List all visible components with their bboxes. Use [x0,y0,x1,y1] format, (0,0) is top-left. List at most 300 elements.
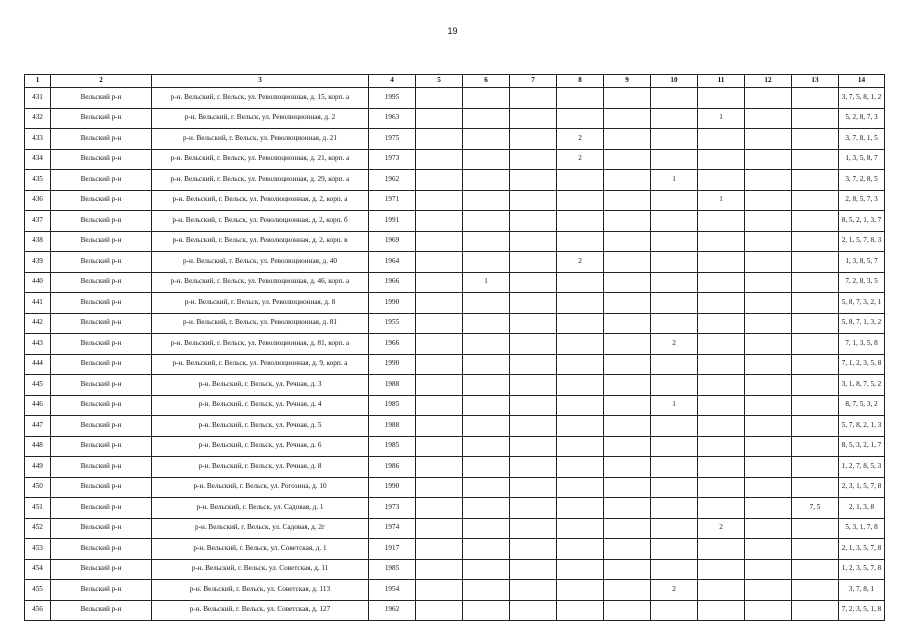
cell-address: р-н. Вельский, г. Вельск, ул. Рогозина, д. 10 [152,477,369,498]
cell-c11 [698,477,745,498]
cell-c8 [557,313,604,334]
cell-c12 [745,252,792,273]
table-row [25,477,885,498]
cell-c12 [745,580,792,601]
cell-c13 [792,518,839,539]
cell-n: 443 [25,334,51,355]
cell-c14: 7, 1, 2, 3, 5, 8 [839,354,885,375]
cell-c8 [557,334,604,355]
cell-c12 [745,600,792,621]
cell-c6 [463,518,510,539]
cell-c6 [463,354,510,375]
cell-c8 [557,108,604,129]
cell-district: Вельский р-н [51,395,152,416]
cell-c6 [463,88,510,109]
cell-c9 [604,313,651,334]
cell-c6 [463,395,510,416]
cell-n: 447 [25,416,51,437]
cell-district: Вельский р-н [51,149,152,170]
cell-c8 [557,498,604,519]
cell-c12 [745,395,792,416]
cell-c6 [463,334,510,355]
cell-c10 [651,477,698,498]
cell-c10: 2 [651,334,698,355]
cell-district: Вельский р-н [51,518,152,539]
cell-c8 [557,170,604,191]
cell-c13 [792,313,839,334]
cell-address: р-н. Вельский, г. Вельск, ул. Революционная, д. 8 [152,293,369,314]
table-row [25,272,885,293]
cell-c11 [698,457,745,478]
cell-address: р-н. Вельский, г. Вельск, ул. Революционная, д. 81 [152,313,369,334]
cell-year: 1990 [369,477,416,498]
cell-c7 [510,477,557,498]
cell-n: 451 [25,498,51,519]
table-row [25,108,885,129]
cell-district: Вельский р-н [51,170,152,191]
cell-c6 [463,416,510,437]
column-header: 2 [51,75,152,88]
cell-c7 [510,416,557,437]
cell-c12 [745,436,792,457]
cell-c5 [416,129,463,150]
cell-c7 [510,88,557,109]
cell-year: 1963 [369,108,416,129]
cell-year: 1962 [369,170,416,191]
cell-c5 [416,580,463,601]
cell-c11 [698,416,745,437]
cell-c8 [557,477,604,498]
cell-district: Вельский р-н [51,211,152,232]
cell-c8 [557,580,604,601]
cell-c7 [510,375,557,396]
cell-c6 [463,313,510,334]
cell-c13 [792,293,839,314]
cell-c6: 1 [463,272,510,293]
cell-year: 1969 [369,231,416,252]
cell-n: 452 [25,518,51,539]
table-row [25,88,885,109]
cell-c12 [745,272,792,293]
cell-n: 455 [25,580,51,601]
column-header: 8 [557,75,604,88]
cell-c7 [510,354,557,375]
table-row [25,129,885,150]
cell-c13 [792,170,839,191]
cell-c13 [792,272,839,293]
cell-c10 [651,600,698,621]
cell-year: 1973 [369,149,416,170]
cell-district: Вельский р-н [51,539,152,560]
cell-c8: 2 [557,129,604,150]
table-row [25,559,885,580]
cell-n: 442 [25,313,51,334]
cell-c10 [651,354,698,375]
cell-n: 433 [25,129,51,150]
cell-c11 [698,375,745,396]
cell-c6 [463,457,510,478]
cell-c10 [651,252,698,273]
cell-c12 [745,293,792,314]
cell-year: 1986 [369,457,416,478]
cell-c7 [510,539,557,560]
cell-c12 [745,190,792,211]
cell-c8 [557,395,604,416]
cell-c14: 8, 5, 2, 1, 3, 7 [839,211,885,232]
cell-c12 [745,313,792,334]
cell-c14: 3, 7, 8, 1 [839,580,885,601]
cell-c6 [463,293,510,314]
cell-c7 [510,108,557,129]
cell-c10 [651,457,698,478]
cell-c7 [510,518,557,539]
cell-c5 [416,88,463,109]
cell-c6 [463,252,510,273]
table-row [25,518,885,539]
column-header: 5 [416,75,463,88]
table-row [25,149,885,170]
cell-address: р-н. Вельский, г. Вельск, ул. Речная, д. 4 [152,395,369,416]
cell-c13 [792,539,839,560]
cell-c12 [745,88,792,109]
cell-c9 [604,416,651,437]
cell-c14: 3, 7, 8, 1, 5 [839,129,885,150]
cell-c14: 1, 2, 7, 8, 5, 3 [839,457,885,478]
cell-c10 [651,293,698,314]
cell-c10 [651,375,698,396]
cell-c11 [698,395,745,416]
cell-c6 [463,170,510,191]
cell-district: Вельский р-н [51,354,152,375]
cell-address: р-н. Вельский, г. Вельск, ул. Революционная, д. 9, корп. а [152,354,369,375]
column-header: 1 [25,75,51,88]
cell-c14: 2, 1, 3, 5, 7, 8 [839,539,885,560]
cell-address: р-н. Вельский, г. Вельск, ул. Речная, д. 8 [152,457,369,478]
cell-c11 [698,539,745,560]
cell-n: 445 [25,375,51,396]
table-row [25,354,885,375]
cell-c8 [557,559,604,580]
cell-c7 [510,293,557,314]
cell-c9 [604,457,651,478]
table-row [25,457,885,478]
table-row [25,395,885,416]
cell-c7 [510,334,557,355]
cell-c7 [510,170,557,191]
cell-n: 439 [25,252,51,273]
cell-c12 [745,170,792,191]
cell-c14: 1, 2, 3, 5, 7, 8 [839,559,885,580]
cell-c12 [745,211,792,232]
cell-c11 [698,129,745,150]
cell-c10 [651,272,698,293]
cell-year: 1966 [369,272,416,293]
table-row [25,252,885,273]
table-row [25,600,885,621]
cell-c9 [604,477,651,498]
cell-c8 [557,293,604,314]
cell-c12 [745,457,792,478]
cell-c11: 1 [698,190,745,211]
header-row [25,75,885,88]
cell-c8 [557,457,604,478]
cell-c13 [792,395,839,416]
cell-c6 [463,600,510,621]
cell-c5 [416,375,463,396]
cell-c8: 2 [557,252,604,273]
cell-c11 [698,600,745,621]
cell-c5 [416,354,463,375]
cell-c5 [416,395,463,416]
column-header: 10 [651,75,698,88]
cell-c11 [698,231,745,252]
cell-c9 [604,231,651,252]
cell-c5 [416,518,463,539]
cell-c11 [698,149,745,170]
cell-n: 450 [25,477,51,498]
cell-c6 [463,190,510,211]
cell-c5 [416,600,463,621]
cell-n: 456 [25,600,51,621]
cell-address: р-н. Вельский, г. Вельск, ул. Революционная, д. 81, корп. а [152,334,369,355]
cell-c14: 2, 1, 3, 8 [839,498,885,519]
cell-year: 1954 [369,580,416,601]
cell-c5 [416,539,463,560]
cell-c6 [463,211,510,232]
cell-c6 [463,108,510,129]
cell-c8 [557,416,604,437]
cell-c14: 7, 1, 3, 5, 8 [839,334,885,355]
cell-district: Вельский р-н [51,293,152,314]
cell-c14: 7, 2, 8, 3, 5 [839,272,885,293]
cell-c12 [745,416,792,437]
cell-c8 [557,190,604,211]
cell-c9 [604,539,651,560]
cell-n: 440 [25,272,51,293]
cell-c9 [604,334,651,355]
cell-c13 [792,354,839,375]
table-row [25,170,885,191]
cell-c8 [557,600,604,621]
cell-c13 [792,211,839,232]
cell-c9 [604,211,651,232]
cell-c7 [510,580,557,601]
cell-c8 [557,88,604,109]
table-row [25,539,885,560]
cell-district: Вельский р-н [51,498,152,519]
cell-c9 [604,129,651,150]
cell-c14: 2, 1, 5, 7, 8, 3 [839,231,885,252]
cell-c11 [698,88,745,109]
cell-n: 432 [25,108,51,129]
cell-c10 [651,313,698,334]
cell-district: Вельский р-н [51,375,152,396]
cell-year: 1974 [369,518,416,539]
cell-address: р-н. Вельский, г. Вельск, ул. Садовая, д. 2г [152,518,369,539]
cell-district: Вельский р-н [51,108,152,129]
cell-c11 [698,436,745,457]
cell-n: 441 [25,293,51,314]
cell-c12 [745,231,792,252]
cell-district: Вельский р-н [51,559,152,580]
cell-c7 [510,129,557,150]
cell-c9 [604,375,651,396]
cell-year: 1973 [369,498,416,519]
cell-district: Вельский р-н [51,231,152,252]
table-body [25,88,885,621]
cell-c7 [510,436,557,457]
cell-c10 [651,149,698,170]
cell-c6 [463,477,510,498]
column-header: 9 [604,75,651,88]
cell-c5 [416,457,463,478]
cell-c14: 3, 1, 8, 7, 5, 2 [839,375,885,396]
cell-c6 [463,375,510,396]
cell-c5 [416,170,463,191]
cell-c10 [651,190,698,211]
cell-c7 [510,149,557,170]
cell-c5 [416,416,463,437]
cell-year: 1990 [369,293,416,314]
cell-c9 [604,518,651,539]
cell-address: р-н. Вельский, г. Вельск, ул. Речная, д. 5 [152,416,369,437]
cell-c8 [557,231,604,252]
cell-c11 [698,252,745,273]
cell-c5 [416,559,463,580]
cell-c11: 1 [698,108,745,129]
cell-c10 [651,108,698,129]
cell-year: 1964 [369,252,416,273]
cell-c12 [745,149,792,170]
cell-n: 437 [25,211,51,232]
cell-address: р-н. Вельский, г. Вельск, ул. Революционная, д. 2, корп. б [152,211,369,232]
cell-address: р-н. Вельский, г. Вельск, ул. Революционная, д. 2 [152,108,369,129]
cell-address: р-н. Вельский, г. Вельск, ул. Революционная, д. 15, корп. а [152,88,369,109]
cell-address: р-н. Вельский, г. Вельск, ул. Речная, д. 3 [152,375,369,396]
cell-c14: 5, 2, 8, 7, 3 [839,108,885,129]
cell-c13 [792,436,839,457]
cell-c10: 1 [651,395,698,416]
cell-c12 [745,354,792,375]
cell-n: 446 [25,395,51,416]
cell-c14: 8, 7, 5, 3, 2 [839,395,885,416]
cell-c12 [745,559,792,580]
cell-year: 1995 [369,88,416,109]
cell-c7 [510,395,557,416]
cell-c14: 7, 2, 3, 5, 1, 8 [839,600,885,621]
cell-c6 [463,498,510,519]
cell-year: 1988 [369,375,416,396]
cell-c9 [604,559,651,580]
cell-district: Вельский р-н [51,600,152,621]
table-row [25,190,885,211]
page-number: 19 [447,26,458,36]
cell-c10 [651,498,698,519]
column-header: 14 [839,75,885,88]
cell-c13 [792,190,839,211]
cell-c10 [651,211,698,232]
cell-c13 [792,457,839,478]
cell-c5 [416,231,463,252]
cell-c9 [604,88,651,109]
cell-c9 [604,272,651,293]
table-row [25,293,885,314]
cell-c11 [698,170,745,191]
cell-c9 [604,252,651,273]
cell-district: Вельский р-н [51,457,152,478]
cell-district: Вельский р-н [51,477,152,498]
column-header: 4 [369,75,416,88]
cell-c9 [604,354,651,375]
cell-c11 [698,498,745,519]
cell-c9 [604,580,651,601]
cell-n: 449 [25,457,51,478]
cell-c13 [792,477,839,498]
cell-n: 444 [25,354,51,375]
cell-address: р-н. Вельский, г. Вельск, ул. Революционная, д. 46, корп. а [152,272,369,293]
cell-c13 [792,252,839,273]
cell-c14: 2, 8, 5, 7, 3 [839,190,885,211]
cell-district: Вельский р-н [51,580,152,601]
cell-c8 [557,211,604,232]
cell-c13 [792,559,839,580]
cell-c9 [604,498,651,519]
cell-c8 [557,354,604,375]
cell-c5 [416,293,463,314]
cell-c6 [463,231,510,252]
cell-year: 1985 [369,395,416,416]
cell-year: 1990 [369,354,416,375]
cell-c10: 2 [651,580,698,601]
table-row [25,313,885,334]
table-row [25,211,885,232]
cell-c6 [463,436,510,457]
cell-address: р-н. Вельский, г. Вельск, ул. Революционная, д. 2, корп. а [152,190,369,211]
cell-c13 [792,580,839,601]
table-row [25,580,885,601]
cell-c13 [792,231,839,252]
cell-c11 [698,293,745,314]
cell-year: 1985 [369,559,416,580]
cell-c5 [416,272,463,293]
cell-address: р-н. Вельский, г. Вельск, ул. Советская, д. 1 [152,539,369,560]
cell-c11: 2 [698,518,745,539]
column-header: 11 [698,75,745,88]
cell-c9 [604,436,651,457]
cell-district: Вельский р-н [51,190,152,211]
cell-c7 [510,457,557,478]
cell-c14: 5, 7, 8, 2, 1, 3 [839,416,885,437]
cell-c8 [557,272,604,293]
cell-c6 [463,559,510,580]
column-header: 7 [510,75,557,88]
cell-n: 434 [25,149,51,170]
cell-c12 [745,334,792,355]
cell-n: 435 [25,170,51,191]
table-row [25,334,885,355]
column-header: 13 [792,75,839,88]
cell-year: 1975 [369,129,416,150]
cell-c10 [651,518,698,539]
cell-c7 [510,559,557,580]
cell-c5 [416,477,463,498]
cell-c12 [745,375,792,396]
cell-c6 [463,129,510,150]
cell-c14: 5, 8, 7, 3, 2, 1 [839,293,885,314]
cell-district: Вельский р-н [51,313,152,334]
cell-c9 [604,108,651,129]
cell-address: р-н. Вельский, г. Вельск, ул. Революционная, д. 29, корп. а [152,170,369,191]
